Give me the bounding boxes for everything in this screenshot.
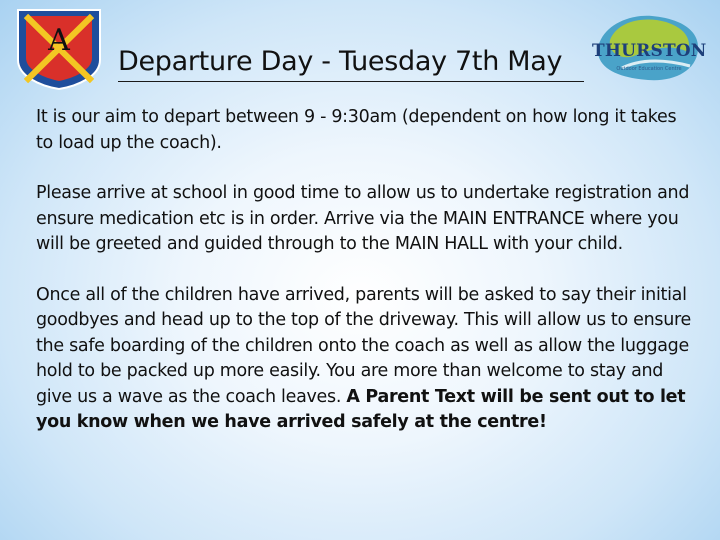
body-text — [36, 105, 698, 461]
crest-letter: A — [48, 23, 70, 58]
title-underline — [118, 81, 584, 82]
logo-wordmark: THURSTON — [592, 41, 707, 61]
paragraph-bold-text: A Parent Text will be sent out to let you know when we have arrived safely at the centre! — [36, 386, 686, 432]
paragraph-goodbyes — [36, 283, 698, 436]
paragraph-text: Please arrive at school in good time to allow us to undertake registration and ensure medication etc is in order. Arrive via the MAIN ENTRANCE where you will be greeted and guided through to the MAIN HALL with your child. — [36, 183, 690, 254]
paragraph-arrival — [36, 181, 698, 258]
logo-tagline: Outdoor Education Centre — [616, 66, 682, 72]
page-title: Departure Day - Tuesday 7th May — [118, 46, 563, 77]
paragraph-departure-time — [36, 105, 698, 156]
school-crest-logo — [12, 6, 106, 90]
thurston-logo — [592, 8, 706, 88]
paragraph-text: Once all of the children have arrived, parents will be asked to say their initial goodbyes and head up to the top of the driveway. This will allow us to ensure the safe boarding of the children onto the coach as well as allow the luggage hold to be packed up more easily. You are more than welcome to stay and give us a wave as the coach leaves. — [36, 284, 691, 407]
paragraph-text: It is our aim to depart between 9 - 9:30am (dependent on how long it takes to load up the coach). — [36, 107, 677, 153]
